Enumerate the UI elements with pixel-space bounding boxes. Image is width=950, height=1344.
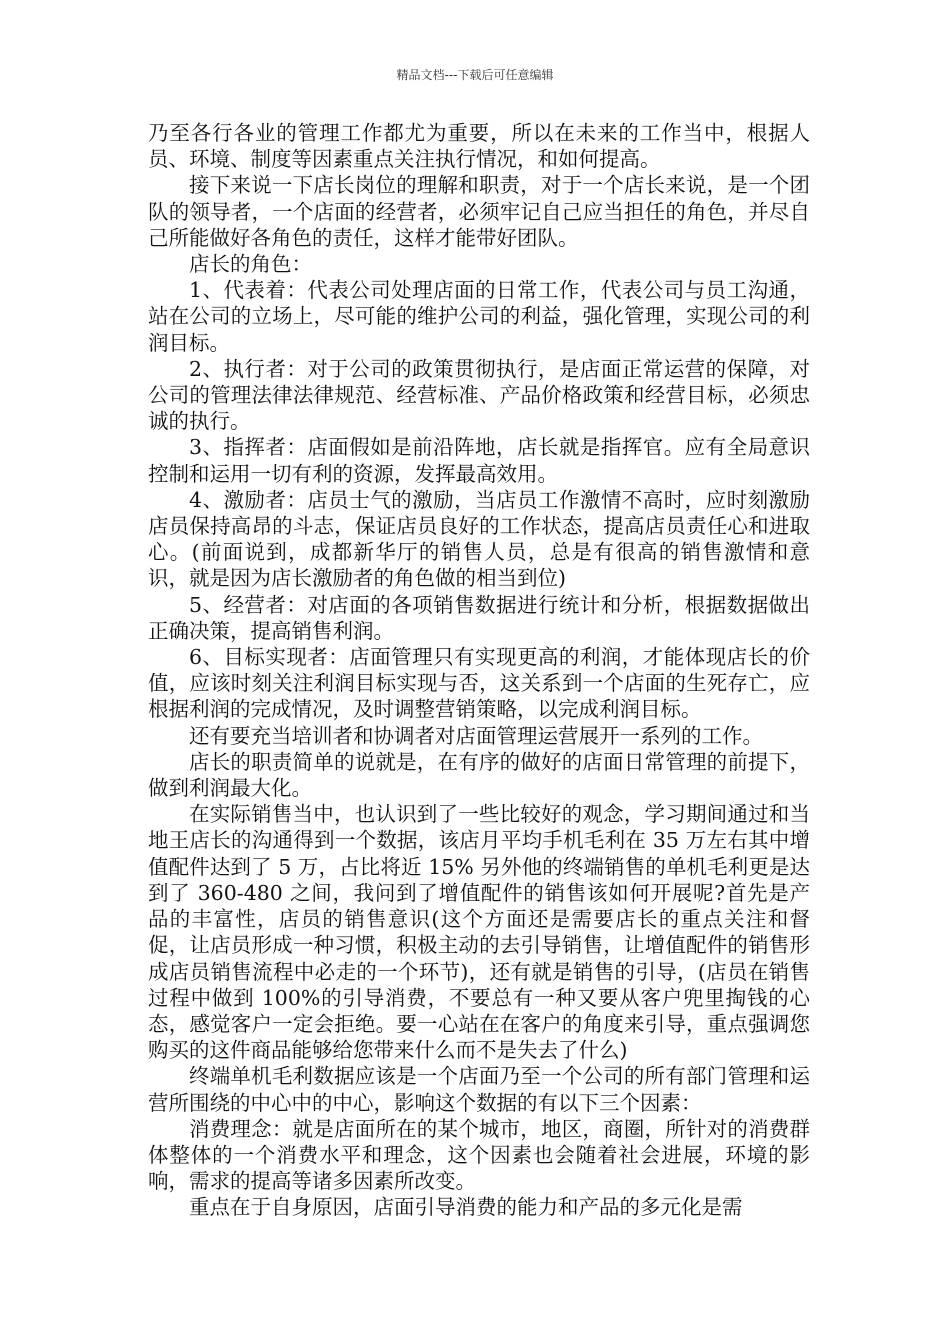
paragraph: 3、指挥者：店面假如是前沿阵地，店长就是指挥官。应有全局意识控制和运用一切有利的资源，发挥最高效用。 — [148, 435, 810, 486]
paragraph: 在实际销售当中，也认识到了一些比较好的观念，学习期间通过和当地王店长的沟通得到一个数据，该店月平均手机毛利在 35 万左右其中增值配件达到了 5 万，占比将近 15% 另外他的终端销售的单机毛利更是达到了 360-480 之间，我问到了增值配件的销售该如何开展呢?首先是产品的丰富性，店员的销售意识(这个方面还是需要店长的重点关注和督促，让店员形成一种习惯，积极主动的去引导销售，让增值配件的销售形成店员销售流程中必走的一个环节)，还有就是销售的引导，(店员在销售过程中做到 100%的引导消费，不要总有一种又要从客户兜里掏钱的心态，感觉客户一定会拒绝。要一心站在在客户的角度来引导，重点强调您购买的这件商品能够给您带来什么而不是失去了什么) — [148, 802, 810, 1063]
paragraph: 6、目标实现者：店面管理只有实现更高的利润，才能体现店长的价值，应该时刻关注利润目标实现与否，这关系到一个店面的生死存亡，应根据利润的完成情况，及时调整营销策略，以完成利润目标。 — [148, 645, 810, 722]
paragraph: 店长的职责简单的说就是，在有序的做好的店面日常管理的前提下，做到利润最大化。 — [148, 749, 810, 801]
paragraph: 还有要充当培训者和协调者对店面管理运营展开一系列的工作。 — [189, 723, 763, 748]
paragraph: 5、经营者：对店面的各项销售数据进行统计和分析，根据数据做出正确决策，提高销售利润。 — [148, 592, 810, 643]
paragraph: 消费理念：就是店面所在的某个城市，地区，商圈，所针对的消费群体整体的一个消费水平和理念，这个因素也会随着社会进展，环境的影响，需求的提高等诸多因素所改变。 — [148, 1116, 810, 1194]
paragraph: 1、代表着：代表公司处理店面的日常工作，代表公司与员工沟通，站在公司的立场上，尽可能的维护公司的利益，强化管理，实现公司的利润目标。 — [148, 278, 810, 355]
paragraph: 重点在于自身原因，店面引导消费的能力和产品的多元化是需 — [189, 1195, 743, 1220]
paragraph: 4、激励者：店员士气的激励，当店员工作激情不高时，应时刻激励店员保持高昂的斗志，保证店员良好的工作状态，提高店员责任心和进取心。(前面说到，成都新华厅的销售人员，总是有很高的销售激情和意识，就是因为店长激励者的角色做的相当到位) — [148, 487, 810, 591]
paragraph: 乃至各行各业的管理工作都尤为重要，所以在未来的工作当中，根据人员、环境、制度等因素重点关注执行情况，和如何提高。 — [148, 121, 810, 172]
document-body — [148, 120, 810, 1221]
paragraph: 2、执行者：对于公司的政策贯彻执行，是店面正常运营的保障，对公司的管理法律法律规范、经营标准、产品价格政策和经营目标，必须忠诚的执行。 — [148, 356, 810, 434]
paragraph: 接下来说一下店长岗位的理解和职责，对于一个店长来说，是一个团队的领导者，一个店面的经营者，必须牢记自己应当担任的角色，并尽自己所能做好各角色的责任，这样才能带好团队。 — [148, 173, 810, 250]
page-header: 精品文档---下载后可任意编辑 — [396, 68, 554, 82]
paragraph: 店长的角色： — [189, 252, 312, 277]
paragraph: 终端单机毛利数据应该是一个店面乃至一个公司的所有部门管理和运营所围绕的中心中的中心，影响这个数据的有以下三个因素： — [148, 1064, 810, 1115]
